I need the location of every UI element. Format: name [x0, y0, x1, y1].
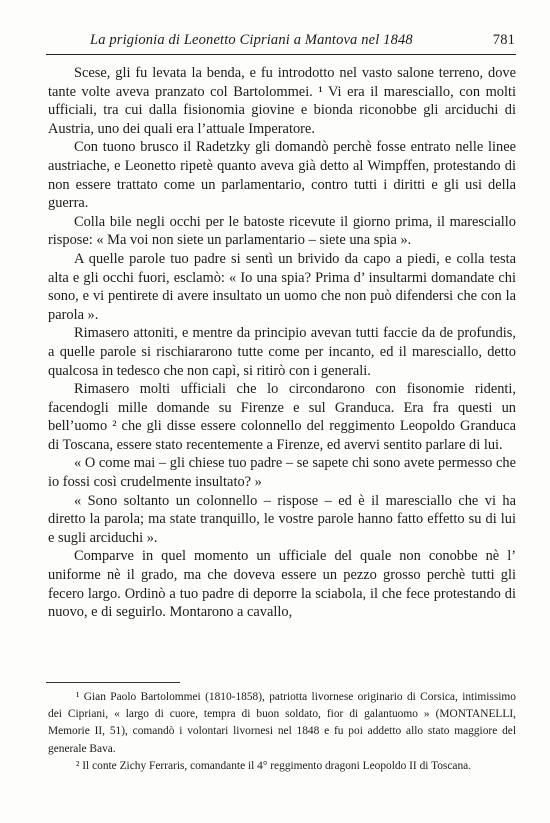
header-divider: [46, 54, 516, 55]
paragraph-7: « O come mai – gli chiese tuo padre – se sapete chi sono avete permesso che io fossi così crudelmente insultato? »: [48, 455, 516, 491]
paragraph-8: « Sono soltanto un colonnello – rispose – ed è il maresciallo che vi ha diretto la parola; ma state tranquillo, le vostre parole hanno fatto effetto su di lui e sugli arciduchi ».: [48, 492, 516, 546]
paragraph-1: Scese, gli fu levata la benda, e fu introdotto nel vasto salone terreno, dove tante volte aveva pranzato col Bartolommei. ¹ Vi era il maresciallo, con molti ufficiali, tra cui dalla fisionomia giovine e bionda riconobbe gli arciduchi di Austria, uno dei quali era l’attuale Imperatore.: [48, 65, 516, 137]
paragraph-5: Rimasero attoniti, e mentre da principio avevan tutti faccie da de profundis, a quelle parole si rischiararono tutte come per incanto, ed il maresciallo, detto qualcosa in tedesco che non capì, si ritirò con i generali.: [48, 325, 516, 379]
main-text: [48, 64, 516, 622]
paragraph-2: Con tuono brusco il Radetzky gli domandò perchè fosse entrato nelle linee austriache, e Leonetto ripetè quanto aveva già detto al Wimpffen, protestando di non essere trattato come un parlamentario, contro tutti i diritti e gli usi della guerra.: [48, 139, 516, 212]
footnote-1: ¹ Gian Paolo Bartolommei (1810-1858), patriotta livornese originario di Corsica, intimissimo dei Cipriani, « largo di cuore, tempra di buon soldato, fior di galantuomo » (MONTANELLI, Memorie II, 51), comandò i volontari livornesi nel 1848 e fu poi addetto allo stato maggiore del generale Bava.: [48, 691, 516, 755]
running-header: [90, 30, 515, 52]
page-number: 781: [492, 32, 515, 48]
paragraph-9: Comparve in quel momento un ufficiale del quale non conobbe nè l’ uniforme nè il grado, ma che doveva essere un pezzo grosso perchè tutti gli fecero largo. Ordinò a tuo padre di deporre la sciabola, il che fece protestando di nuovo, e di seguirlo. Montarono a cavallo,: [48, 548, 516, 621]
footnotes: [48, 689, 516, 775]
paragraph-6: Rimasero molti ufficiali che lo circondarono con fisonomie ridenti, facendogli mille domande su Firenze e sul Granduca. Era fra questi un bell’uomo ² che gli disse essere colonnello del reggimento Leopoldo Granduca di Toscana, essere stato recentemente a Firenze, ed avervi sentito parlare di lui.: [48, 381, 516, 453]
running-title: La prigionia di Leonetto Cipriani a Mantova nel 1848: [90, 32, 413, 48]
paragraph-3: Colla bile negli occhi per le batoste ricevute il giorno prima, il maresciallo rispose: « Ma voi non siete un parlamentario – siete una spia ».: [48, 213, 516, 249]
footnote-divider: [46, 682, 180, 683]
paragraph-4: A quelle parole tuo padre si sentì un brivido da capo a piedi, e colla testa alta e gli occhi fuori, esclamò: « Io una spia? Prima d’ insultarmi domandate chi sono, e vi pentirete di avere insultato un uomo che non può difendersi che con la parola ».: [48, 250, 516, 323]
footnote-2: ² Il conte Zichy Ferraris, comandante il 4° reggimento dragoni Leopoldo II di Toscana.: [76, 759, 472, 772]
